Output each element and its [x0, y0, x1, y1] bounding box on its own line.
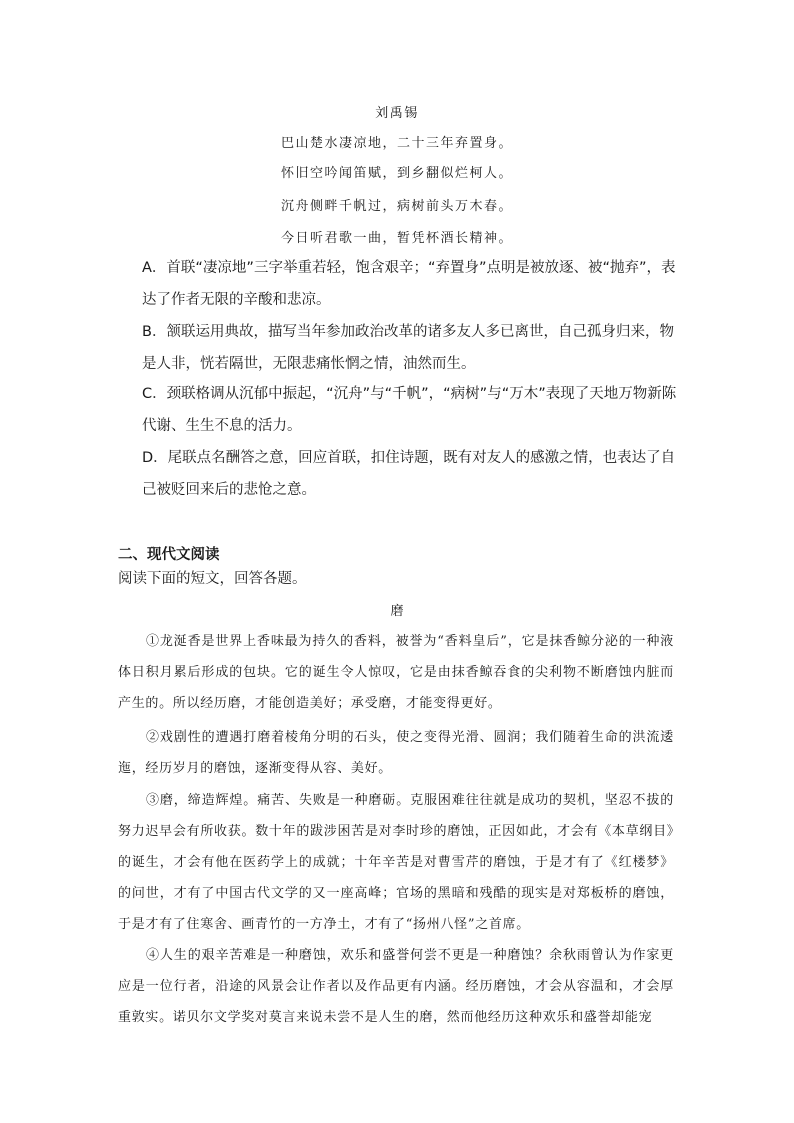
option-d: D．尾联点名酬答之意，回应首联，扣住诗题，既有对友人的感激之情，也表达了自己被贬回来后的悲怆之意。 [142, 450, 676, 498]
poem-line-4: 今日听君歌一曲，暂凭杯酒长精神。 [280, 231, 513, 246]
section-title: 二、现代文阅读 [118, 547, 220, 563]
passage-title: 磨 [390, 604, 404, 619]
option-a: A．首联“凄凉地”三字举重若轻，饱含艰辛；“弃置身”点明是被放逐、被“抛弃”，表达了作者无限的辛酸和悲凉。 [142, 260, 676, 308]
poem-author: 刘禹锡 [375, 106, 419, 121]
poem-line-2: 怀旧空吟闻笛赋，到乡翻似烂柯人。 [280, 166, 513, 181]
poem-line-3: 沉舟侧畔千帆过，病树前头万木春。 [280, 199, 513, 214]
option-b: B．颔联运用典故，描写当年参加政治改革的诸多友人多已离世，自己孤身归来，物是人非，恍若隔世，无限悲痛怅惘之情，油然而生。 [142, 324, 674, 372]
paragraph-1: ①龙涎香是世界上香味最为持久的香料，被誉为“香料皇后”，它是抹香鲸分泌的一种液体日积月累后形成的包块。它的诞生令人惊叹，它是由抹香鲸吞食的尖利物不断磨蚀内脏而产生的。所以经历磨，才能创造美好；承受磨，才能变得更好。 [118, 634, 674, 711]
option-c: C．颈联格调从沉郁中振起，“沉舟”与“千帆”，“病树”与“万木”表现了天地万物新陈代谢、生生不息的活力。 [142, 386, 677, 434]
paragraph-3: ③磨，缔造辉煌。痛苦、失败是一种磨砺。克服困难往往就是成功的契机，坚忍不拔的努力迟早会有所收获。数十年的跋涉困苦是对李时珍的磨蚀，正因如此，才会有《本草纲目》的诞生，才会有他在医药学上的成就；十年辛苦是对曹雪芹的磨蚀，于是才有了《红楼梦》的问世，才有了中国古代文学的又一座高峰；官场的黑暗和残酷的现实是对郑板桥的磨蚀，于是才有了住寒舍、画青竹的一方净土，才有了“扬州八怪”之首席。 [118, 793, 674, 932]
poem-line-1: 巴山楚水凄凉地，二十三年弃置身。 [280, 136, 513, 151]
paragraph-4: ④人生的艰辛苦难是一种磨蚀，欢乐和盛誉何尝不更是一种磨蚀？余秋雨曾认为作家更应是一位行者，沿途的风景会让作者以及作品更有内涵。经历磨蚀，才会从容温和，才会厚重敦实。诺贝尔文学奖对莫言来说未尝不是人生的磨，然而他经历这种欢乐和盛誉却能宠 [118, 948, 674, 1025]
paragraph-2: ②戏剧性的遭遇打磨着棱角分明的石头，使之变得光滑、圆润；我们随着生命的洪流逶迤，经历岁月的磨蚀，逐渐变得从容、美好。 [118, 730, 674, 776]
section-instruction: 阅读下面的短文，回答各题。 [118, 571, 307, 587]
